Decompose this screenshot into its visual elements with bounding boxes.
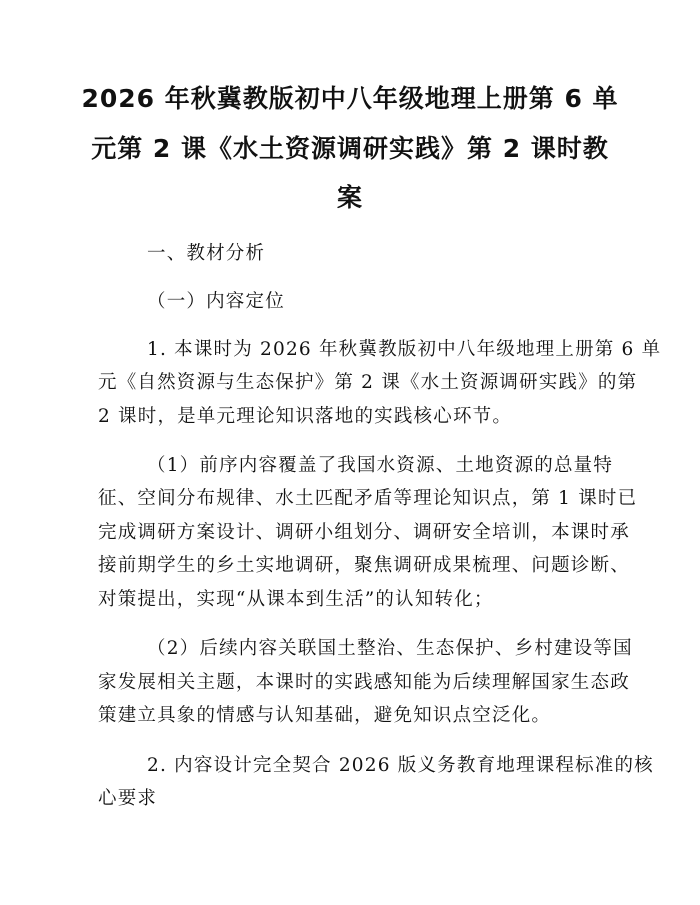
sub1-line-5: 对策提出，实现“从课本到生活”的认知转化； (98, 589, 494, 610)
document-title-line-1: 2026 年秋冀教版初中八年级地理上册第 6 单 (81, 84, 619, 113)
section-heading: 一、教材分析 (147, 243, 266, 264)
sub2-line-2: 家发展相关主题，本课时的实践感知能为后续理解国家生态政 (98, 672, 630, 693)
document-title-line-2: 元第 2 课《水土资源调研实践》第 2 课时教 (91, 134, 609, 163)
item1-line-3: 2 课时，是单元理论知识落地的实践核心环节。 (98, 406, 513, 427)
sub1-line-2: 征、空间分布规律、水土匹配矛盾等理论知识点，第 1 课时已 (98, 488, 638, 509)
document-title-line-3: 案 (336, 183, 363, 212)
sub2-line-3: 策建立具象的情感与认知基础，避免知识点空泛化。 (98, 705, 552, 726)
sub1-line-1: （1）前序内容覆盖了我国水资源、土地资源的总量特 (147, 455, 614, 476)
item1-line-1: 1. 本课时为 2026 年秋冀教版初中八年级地理上册第 6 单 (147, 339, 662, 360)
sub2-line-1: （2）后续内容关联国土整治、生态保护、乡村建设等国 (147, 638, 633, 659)
sub1-line-3: 完成调研方案设计、调研小组划分、调研安全培训，本课时承 (98, 522, 630, 543)
item2-line-1: 2. 内容设计完全契合 2026 版义务教育地理课程标准的核 (147, 755, 654, 776)
sub1-line-4: 接前期学生的乡土实地调研，聚焦调研成果梳理、问题诊断、 (98, 555, 630, 576)
item1-line-2: 元《自然资源与生态保护》第 2 课《水土资源调研实践》的第 (98, 372, 638, 393)
subsection-heading: （一）内容定位 (147, 291, 285, 312)
item2-line-2: 心要求 (98, 788, 158, 809)
